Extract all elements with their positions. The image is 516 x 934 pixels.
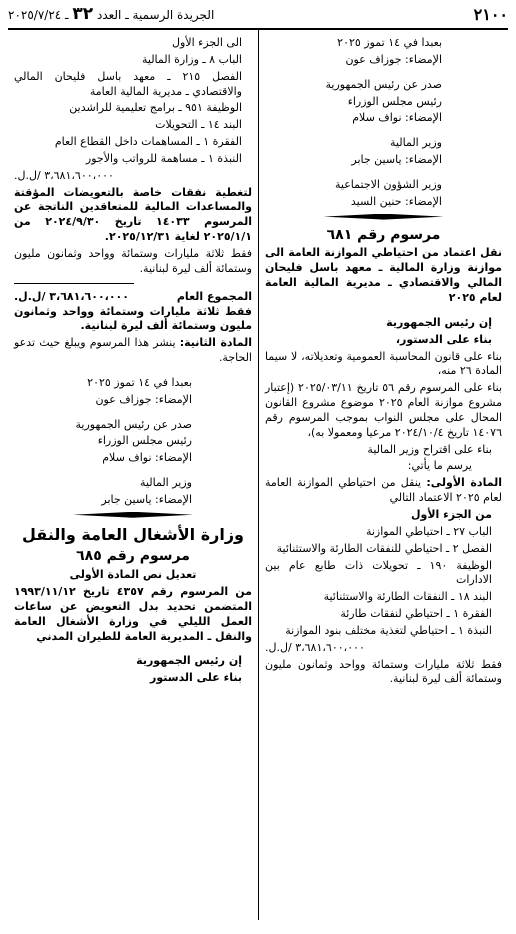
sign-date: بعبدا في ١٤ تموز ٢٠٢٥ [337,36,442,49]
decree-subject: نقل اعتماد من احتياطي الموازنة العامة الى موازنة وزارة المالية ـ معهد باسل فليحان المالي والاقتصادي ـ مديرية المالية العامة لعام ٢٠٢٥ [265,246,502,305]
to-item-subparagraph: النبذة ١ ـ مساهمة للرواتب والأجور [85,151,242,165]
sign2-president: الإمضاء: جوزاف عون [95,392,192,406]
pm2-sign: الإمضاء: نواف سلام [102,451,192,465]
to-amount: ٣،٦٨١،٦٠٠،٠٠٠ /ل.ل. [14,168,114,182]
grand-total-words: فقط ثلاثة مليارات وستمائة وواحد وثمانون مليون وستمائة ألف ليرة لبنانية. [14,304,252,333]
grand-total-label: المجموع العام [176,289,252,303]
paragraph-2: بناء على المرسوم رقم ٥٦ تاريخ ٢٠٢٥/٠٣/١١ (إعتبار مشروع موازنة العام ٢٠٢٥ موضوع مشروع القانون المحال على مجلس النواب بموجب المرسوم رقم ١٤٠٧٦ تاريخ ٢٠٢٤/١٠/٤ مرعيا ومعمولا به)، [265,381,503,439]
sign-president: الإمضاء: جوزاف عون [345,52,442,66]
issue-number: ٣٢ [72,4,94,25]
to-item-section: الفصل ٢١٥ ـ معهد باسل فليحان المالي والاقتصادي ـ مديرية المالية العامة [14,69,242,98]
article-2-label: المادة الثانية: [179,336,252,350]
item-clause: البند ١٨ ـ النفقات الطارئة والاستثنائية [323,590,492,604]
section-divider-2 [14,512,252,518]
article-2-text: ينشر هذا المرسوم ويبلغ حيث تدعو الحاجة. [14,336,252,365]
issued-by: صدر عن رئيس الجمهورية [325,77,442,91]
item-chapter: الباب ٢٧ ـ احتياطي الموازنة [365,524,492,538]
pm-sign: الإمضاء: نواف سلام [352,111,442,125]
social-minister-sign: الإمضاء: حنين السيد [350,194,442,208]
to-item-function: الوظيفة ٩٥١ ـ برامج تعليمية للراشدين [69,101,242,115]
decree2-subject: من المرسوم رقم ٤٣٥٧ تاريخ ١٩٩٣/١١/١٢ المتضمن تحديد بدل التعويض عن ساعات العمل الليلي في وزارة الأشغال العامة والنقل ـ المديرية العامة للطيران المدني [14,585,252,643]
article-1-label: المادة الأولى: [426,476,502,490]
grand-total-amount: ٣،٦٨١،٦٠٠،٠٠٠ /ل.ل. [14,289,129,303]
social-minister-title: وزير الشؤون الاجتماعية [335,177,442,191]
fin-minister-title: وزير المالية [390,136,442,150]
page-header [8,6,508,30]
item-section: الفصل ٢ ـ احتياطي للنفقات الطارئة والاستثنائية [276,541,492,555]
pm-title: رئيس مجلس الوزراء [347,94,442,108]
item-paragraph: الفقرة ١ ـ احتياطي لنفقات طارئة [340,607,492,621]
fin2-minister-title: وزير المالية [140,476,192,490]
item-function: الوظيفة ١٩٠ ـ تحويلات ذات طابع عام بين الادارات [265,558,493,587]
ministry-heading: وزارة الأشغال العامة والنقل [22,524,244,544]
left-column [8,30,258,920]
right-column [258,30,508,920]
decree-title: مرسوم رقم ٦٨١ [326,226,441,243]
to-item-chapter: الباب ٨ ـ وزارة المالية [141,52,242,66]
to-amount-words: فقط ثلاثة مليارات وستمائة وواحد وثمانون مليون وستمائة ألف ليرة لبنانية. [14,246,252,275]
to-part-heading: الى الجزء الأول [172,36,242,49]
article-2 [14,336,252,366]
journal-title [8,3,214,26]
article-1 [265,476,502,506]
article-1-text: ينقل من احتياطي الموازنة العامة لعام ٢٠٢٥ الاعتماد التالي [265,476,502,505]
fin-minister-sign: الإمضاء: ياسين جابر [351,153,442,167]
constitution-line: بناء على الدستور، [395,332,492,346]
purpose-text: لتغطية نفقات خاصة بالتعويضات المؤقتة والمساعدات المالية للمتعاقدين الناتجة عن المرسوم ١٤٠٣٣ تاريخ ٢٠٢٤/٩/٣٠ من ٢٠٢٥/١/١ لغاية ٢٠٢٥/١٢/٣١. [14,185,252,244]
section-divider [265,214,502,220]
fin2-minister-sign: الإمضاء: ياسين جابر [101,492,192,506]
columns [8,30,508,920]
paragraph-3: بناء على اقتراح وزير المالية [367,442,492,456]
president-line: إن رئيس الجمهورية [386,315,492,329]
decrees-line: يرسم ما يأتي: [407,459,472,473]
pm2-title: رئيس مجلس الوزراء [97,434,192,448]
decree2-line1: تعديل نص المادة الأولى [69,568,197,582]
amount: ٣،٦٨١،٦٠٠،٠٠٠ /ل.ل. [265,640,365,654]
part-heading: من الجزء الأول [410,507,492,521]
total-rule [14,283,134,284]
grand-total-row [14,290,252,305]
issue-date: ـ ٢٠٢٥/٧/٢٤ [8,8,69,23]
decree2-title: مرسوم رقم ٦٨٥ [76,548,190,565]
president2-line: إن رئيس الجمهورية [136,654,242,668]
journal-name: الجريدة الرسمية ـ العدد [96,8,215,23]
to-item-paragraph: الفقرة ١ ـ المساهمات داخل القطاع العام [54,135,242,149]
sign2-date: بعبدا في ١٤ تموز ٢٠٢٥ [87,375,192,389]
to-item-clause: البند ١٤ ـ التحويلات [155,118,242,132]
paragraph-1: بناء على قانون المحاسبة العمومية وتعديلاته، لا سيما المادة ٢٦ منه، [265,349,502,378]
issued2-by: صدر عن رئيس الجمهورية [75,417,192,431]
item-subparagraph: النبذة ١ ـ احتياطي لتغذية مختلف بنود الموازنة [285,623,492,637]
amount-words: فقط ثلاثة مليارات وستمائة وواحد وثمانون مليون وستمائة ألف ليرة لبنانية. [265,657,502,686]
page-number: ٢١٠٠ [473,5,508,25]
constitution2-line: بناء على الدستور [150,671,242,685]
